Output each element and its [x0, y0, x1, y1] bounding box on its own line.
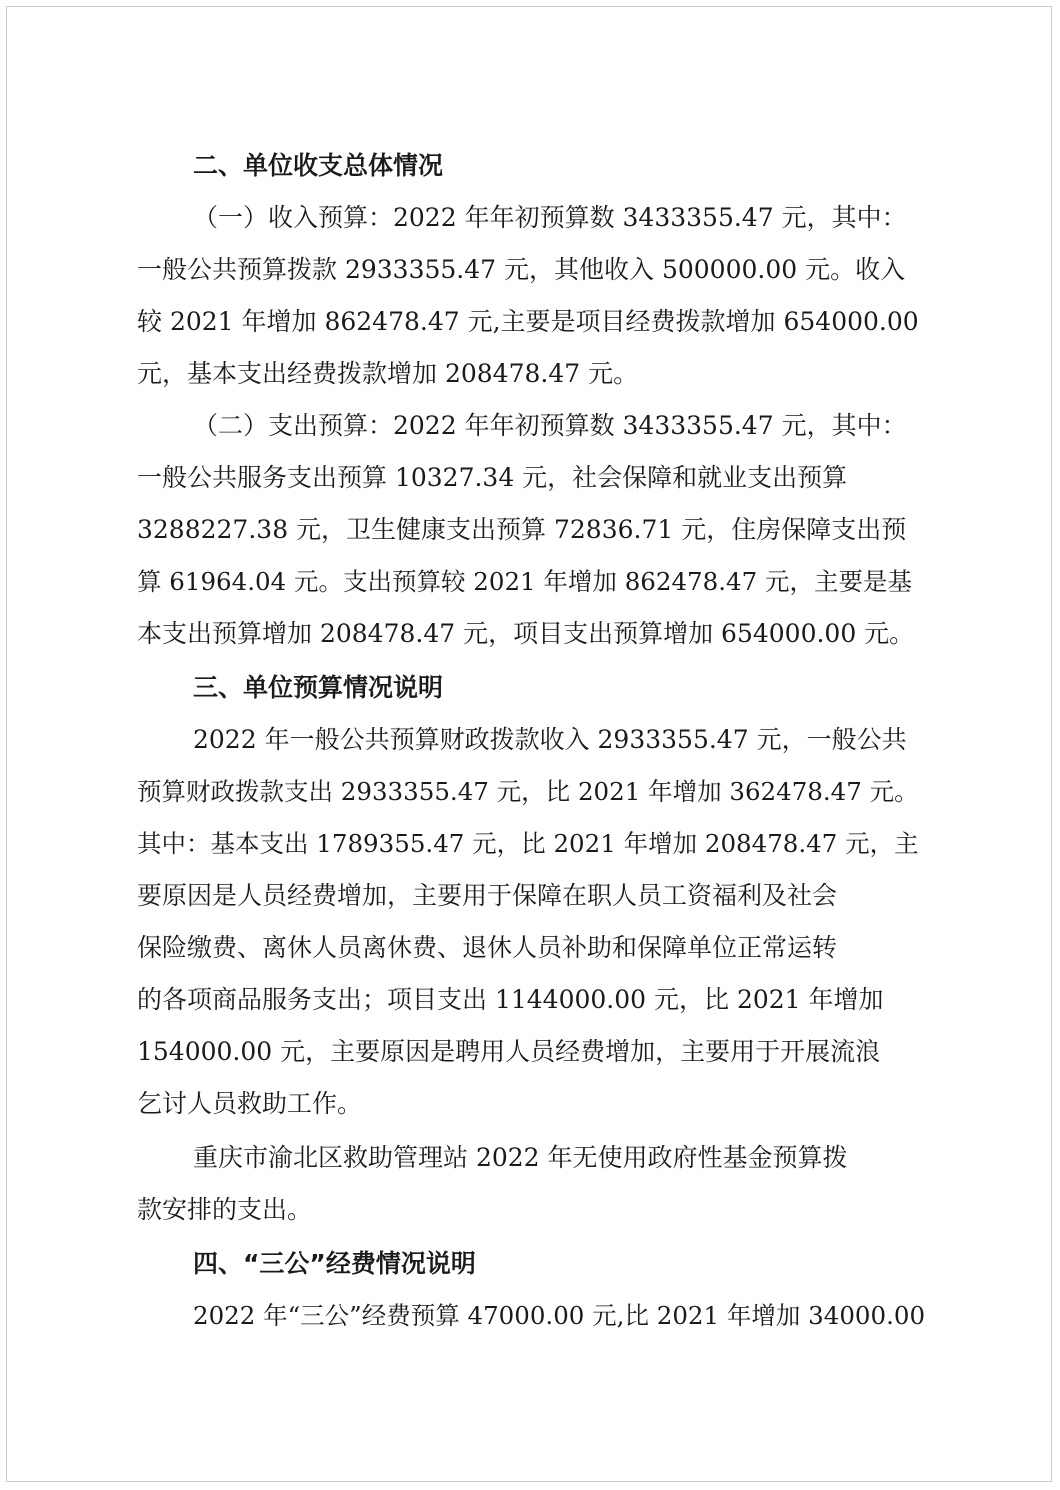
paragraph-line: 预算财政拨款支出 2933355.47 元，比 2021 年增加 362478.47 元。: [137, 777, 919, 806]
paragraph-line: 2022 年一般公共预算财政拨款收入 2933355.47 元，一般公共: [193, 725, 907, 754]
paragraph-line: 其中：基本支出 1789355.47 元，比 2021 年增加 208478.47 元，主: [137, 829, 919, 858]
paragraph-line: 154000.00 元，主要原因是聘用人员经费增加，主要用于开展流浪: [137, 1037, 881, 1066]
paragraph-line: 一般公共服务支出预算 10327.34 元，社会保障和就业支出预算: [137, 463, 848, 492]
paragraph-line: 重庆市渝北区救助管理站 2022 年无使用政府性基金预算拨: [193, 1143, 848, 1172]
section-heading-3: 三、单位预算情况说明: [193, 673, 444, 702]
section-heading-2: 二、单位收支总体情况: [193, 151, 444, 180]
paragraph-line: （一）收入预算：2022 年年初预算数 3433355.47 元，其中：: [193, 203, 907, 232]
section-heading-4: 四、“三公”经费情况说明: [193, 1249, 476, 1278]
paragraph-line: 款安排的支出。: [137, 1195, 313, 1224]
paragraph-line: 2022 年“三公”经费预算 47000.00 元,比 2021 年增加 34000.00: [193, 1301, 926, 1330]
paragraph-line: 本支出预算增加 208478.47 元，项目支出预算增加 654000.00 元。: [137, 619, 915, 648]
paragraph-line: 要原因是人员经费增加，主要用于保障在职人员工资福利及社会: [137, 881, 838, 910]
paragraph-line: 元，基本支出经费拨款增加 208478.47 元。: [137, 359, 639, 388]
paragraph-line: 一般公共预算拨款 2933355.47 元，其他收入 500000.00 元。收入: [137, 255, 906, 284]
paragraph-line: 算 61964.04 元。支出预算较 2021 年增加 862478.47 元，主要是基: [137, 567, 912, 596]
paragraph-line: 乞讨人员救助工作。: [137, 1089, 363, 1118]
paragraph-line: 保险缴费、离休人员离休费、退休人员补助和保障单位正常运转: [137, 933, 838, 962]
paragraph-line: （二）支出预算：2022 年年初预算数 3433355.47 元，其中：: [193, 411, 907, 440]
paragraph-line: 3288227.38 元，卫生健康支出预算 72836.71 元，住房保障支出预: [137, 515, 907, 544]
paragraph-line: 的各项商品服务支出；项目支出 1144000.00 元，比 2021 年增加: [137, 985, 884, 1014]
paragraph-line: 较 2021 年增加 862478.47 元,主要是项目经费拨款增加 654000.00: [137, 307, 919, 336]
